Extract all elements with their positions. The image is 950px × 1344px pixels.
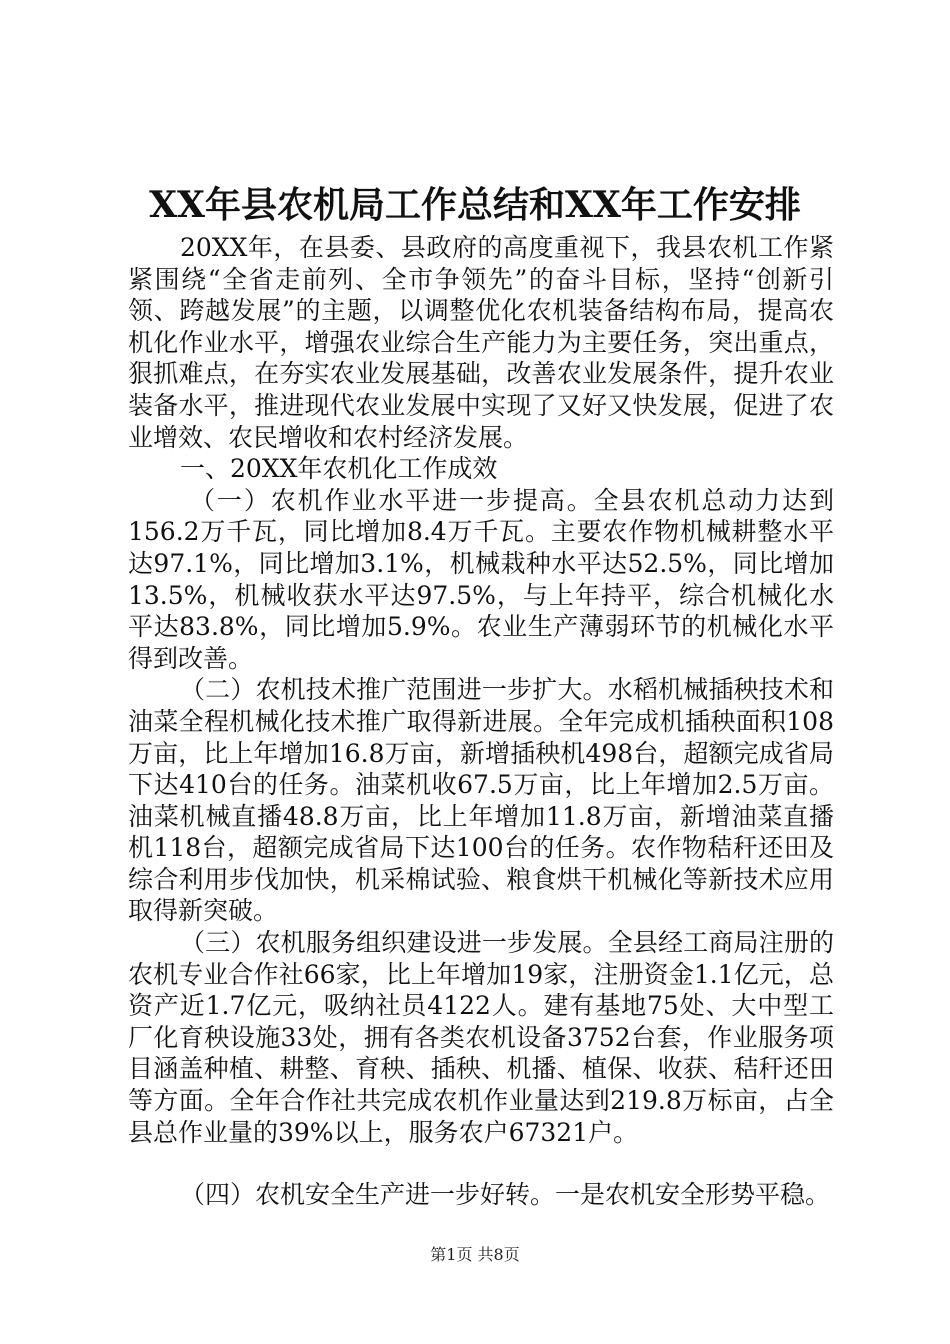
intro-paragraph: 20XX年，在县委、县政府的高度重视下，我县农机工作紧紧围绕“全省走前列、全市争领先”的奋斗目标，坚持“创新引领、跨越发展”的主题，以调整优化农机装备结构布局，提高农机化作业水平，增强农业综合生产能力为主要任务，突出重点，狠抓难点，在夯实农业发展基础，改善农业发展条件，提升农业装备水平，推进现代农业发展中实现了又好又快发展，促进了农业增效、农民增收和农村经济发展。: [128, 233, 834, 452]
paragraph-item-3: （三）农机服务组织建设进一步发展。全县经工商局注册的农机专业合作社66家，比上年增加19家，注册资金1.1亿元，总资产近1.7亿元，吸纳社员4122人。建有基地75处、大中型工厂化育秧设施33处，拥有各类农机设备3752台套，作业服务项目涵盖种植、耕整、育秧、插秧、机播、植保、收获、秸秆还田等方面。全年合作社共完成农机作业量达到219.8万标亩，占全县总作业量的39%以上，服务农户67321户。: [128, 928, 834, 1147]
document-body: [128, 232, 834, 1211]
section-heading: 一、20XX年农机化工作成效: [180, 454, 498, 484]
paragraph-item-4: （四）农机安全生产进一步好转。一是农机安全形势平稳。: [180, 1180, 831, 1210]
paragraph-item-2: （二）农机技术推广范围进一步扩大。水稻机械插秧技术和油菜全程机械化技术推广取得新进展。全年完成机插秧面积108万亩，比上年增加16.8万亩，新增插秧机498台，超额完成省局下达410台的任务。油菜机收67.5万亩，比上年增加2.5万亩。油菜机械直播48.8万亩，比上年增加11.8万亩，新增油菜直播机118台，超额完成省局下达100台的任务。农作物秸秆还田及综合利用步伐加快，机采棉试验、粮食烘干机械化等新技术应用取得新突破。: [128, 675, 834, 926]
document-title: XX年县农机局工作总结和XX年工作安排: [149, 184, 801, 226]
paragraph-item-1: （一）农机作业水平进一步提高。全县农机总动力达到156.2万千瓦，同比增加8.4万千瓦。主要农作物机械耕整水平达97.1%，同比增加3.1%，机械栽种水平达52.5%，同比增加13.5%，机械收获水平达97.5%，与上年持平，综合机械化水平达83.8%，同比增加5.9%。农业生产薄弱环节的机械化水平得到改善。: [128, 485, 834, 673]
page-footer: 第1页 共8页: [430, 1245, 520, 1264]
